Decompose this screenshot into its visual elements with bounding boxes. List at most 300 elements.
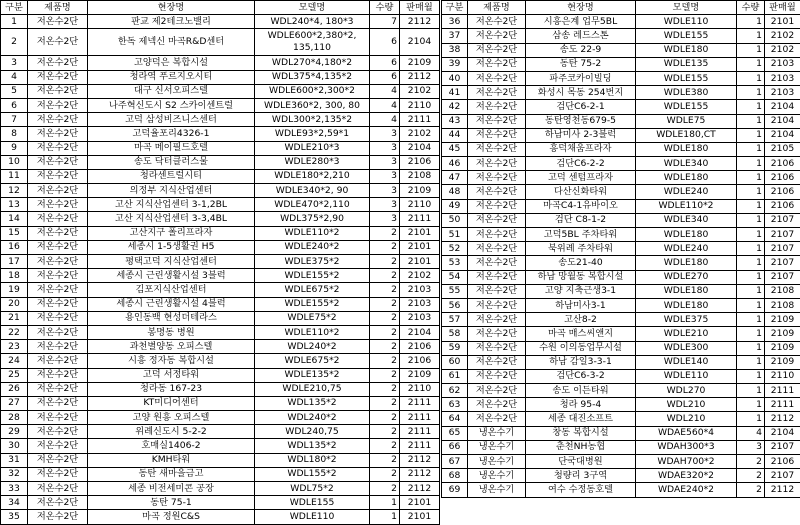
cell-site: 호매실1406-2 [88,439,255,453]
cell-product: 저온수2단 [468,185,526,199]
cell-product: 저온수2단 [28,510,88,524]
cell-month: 2110 [400,198,440,212]
cell-month: 2109 [400,56,440,70]
cell-model: WDLE110*2 [255,226,370,240]
cell-site: 김포지식산업센터 [88,283,255,297]
cell-month: 2107 [765,270,800,284]
cell-site: 다산신화타워 [526,185,636,199]
table-row [1,169,440,183]
cell-qty: 3 [370,141,400,155]
cell-month: 2105 [765,142,800,156]
table-row [442,199,800,213]
cell-product: 저온수2단 [28,439,88,453]
cell-model: WDLE675*2 [255,354,370,368]
table-row [1,467,440,481]
cell-no: 12 [1,184,28,198]
cell-site: KMH타워 [88,453,255,467]
cell-model: WDLE380 [636,86,737,100]
cell-qty: 2 [370,354,400,368]
cell-qty: 1 [737,142,765,156]
cell-product: 저온수2단 [468,128,526,142]
cell-no: 68 [442,469,468,483]
cell-qty: 1 [737,114,765,128]
cell-model: WDLE600*2,300*2 [255,84,370,98]
cell-qty: 1 [737,313,765,327]
cell-no: 7 [1,113,28,127]
cell-model: WDLE240 [636,242,737,256]
cell-product: 냉온수기 [468,426,526,440]
cell-no: 46 [442,157,468,171]
cell-model: WDLE375*2 [255,255,370,269]
cell-qty: 6 [370,56,400,70]
cell-product: 저온수2단 [28,283,88,297]
cell-product: 저온수2단 [28,453,88,467]
cell-model: WDLE180 [636,171,737,185]
cell-no: 21 [1,311,28,325]
cell-product: 냉온수기 [468,440,526,454]
cell-qty: 3 [370,184,400,198]
table-row [1,15,440,29]
cell-product: 저온수2단 [468,298,526,312]
cell-qty: 1 [737,43,765,57]
cell-model: WDLE210*3 [255,141,370,155]
cell-qty: 1 [737,171,765,185]
cell-qty: 3 [370,169,400,183]
cell-month: 2103 [400,283,440,297]
cell-site: 위례신도시 5-2-2 [88,425,255,439]
cell-no: 50 [442,213,468,227]
cell-site: 검단 C8-1-2 [526,213,636,227]
cell-month: 2104 [400,141,440,155]
table-row [442,256,800,270]
cell-month: 2111 [400,425,440,439]
cell-site: 고산8-2 [526,313,636,327]
cell-site: 수원 이의동업무시설 [526,341,636,355]
cell-month: 2103 [765,57,800,71]
cell-site: 세종시 근린생활시설 4블럭 [88,297,255,311]
cell-qty: 2 [370,283,400,297]
cell-month: 2104 [765,114,800,128]
cell-site: 청라역 푸르지오시티 [88,70,255,84]
cell-model: WDLE155*2 [255,297,370,311]
cell-month: 2102 [400,127,440,141]
cell-product: 저온수2단 [468,114,526,128]
table-row [442,57,800,71]
table-row [1,311,440,325]
table-row [442,355,800,369]
cell-no: 4 [1,70,28,84]
cell-qty: 4 [370,113,400,127]
cell-qty: 2 [370,382,400,396]
cell-qty: 2 [737,455,765,469]
cell-month: 2112 [400,15,440,29]
cell-site: 마곡 정원C&S [88,510,255,524]
cell-month: 2109 [765,355,800,369]
cell-site: 송도21-40 [526,256,636,270]
cell-product: 저온수2단 [28,56,88,70]
cell-qty: 1 [737,29,765,43]
table-row [1,354,440,368]
cell-product: 저온수2단 [468,228,526,242]
cell-no: 31 [1,453,28,467]
cell-product: 저온수2단 [28,98,88,112]
header-qty: 수량 [370,1,400,15]
cell-site: 한독 제넥신 마곡R&D센터 [88,29,255,56]
cell-product: 저온수2단 [28,354,88,368]
header-no: 구분 [442,1,468,15]
cell-product: 저온수2단 [28,29,88,56]
cell-month: 2111 [400,396,440,410]
cell-model: WDLE135*2 [255,368,370,382]
cell-site: 고양 지축근생3-1 [526,284,636,298]
cell-model: WDLE155 [636,71,737,85]
cell-qty: 1 [737,384,765,398]
cell-model: WDLE180*2,210 [255,169,370,183]
cell-model: WDL180*2 [255,453,370,467]
cell-model: WDLE75 [636,114,737,128]
cell-model: WDLE180 [636,142,737,156]
cell-product: 저온수2단 [468,171,526,185]
cell-no: 56 [442,298,468,312]
cell-product: 저온수2단 [468,256,526,270]
table-row [1,396,440,410]
cell-model: WDLE360*2, 300, 80 [255,98,370,112]
table-row [442,185,800,199]
cell-product: 저온수2단 [28,155,88,169]
cell-no: 45 [442,142,468,156]
cell-product: 저온수2단 [28,496,88,510]
cell-site: 송도 닥터클러스물 [88,155,255,169]
cell-no: 34 [1,496,28,510]
cell-model: WDL270 [636,384,737,398]
cell-site: 춘천NH농협 [526,440,636,454]
cell-qty: 6 [370,29,400,56]
cell-model: WDLE180 [636,256,737,270]
cell-model: WDLE110*2 [255,325,370,339]
cell-site: 흥덕채움프라자 [526,142,636,156]
cell-model: WDLE135 [636,57,737,71]
cell-model: WDL210 [636,412,737,426]
cell-qty: 1 [737,199,765,213]
cell-qty: 7 [370,15,400,29]
cell-no: 30 [1,439,28,453]
cell-site: 세종시 1-5생활권 H5 [88,240,255,254]
cell-site: 용인동백 현성더테라스 [88,311,255,325]
cell-no: 60 [442,355,468,369]
cell-model: WDAH700*2 [636,455,737,469]
cell-qty: 2 [737,469,765,483]
cell-month: 2111 [400,411,440,425]
cell-site: 고산 지식산업센터 3-1,2BL [88,198,255,212]
cell-product: 저온수2단 [468,327,526,341]
header-no: 구분 [1,1,28,15]
cell-month: 2110 [765,369,800,383]
cell-month: 2106 [765,171,800,185]
cell-model: WDLE180,CT [636,128,737,142]
cell-site: 하남미사 2-3블럭 [526,128,636,142]
cell-site: 대구 신서오피스텔 [88,84,255,98]
cell-product: 저온수2단 [28,297,88,311]
cell-month: 2103 [765,71,800,85]
cell-qty: 1 [370,510,400,524]
header-product: 제품명 [28,1,88,15]
table-row [1,510,440,524]
cell-site: 동탄영천동679-5 [526,114,636,128]
cell-qty: 1 [370,496,400,510]
table-row [442,341,800,355]
cell-qty: 2 [370,439,400,453]
header-month: 판매월 [765,1,800,15]
cell-product: 저온수2단 [28,467,88,481]
cell-model: WDLE340*2, 90 [255,184,370,198]
cell-product: 저온수2단 [28,127,88,141]
cell-site: 북위례 주차타워 [526,242,636,256]
cell-no: 47 [442,171,468,185]
cell-month: 2102 [765,43,800,57]
cell-qty: 2 [370,482,400,496]
cell-no: 40 [442,71,468,85]
cell-model: WDLE93*2,59*1 [255,127,370,141]
cell-site: 청량리 3구역 [526,469,636,483]
header-site: 현장명 [88,1,255,15]
table-row [1,255,440,269]
cell-model: WDL240,75 [255,425,370,439]
cell-product: 저온수2단 [28,482,88,496]
cell-product: 저온수2단 [468,313,526,327]
cell-no: 44 [442,128,468,142]
table-row [1,184,440,198]
cell-product: 저온수2단 [28,411,88,425]
cell-qty: 2 [370,396,400,410]
cell-month: 2112 [400,70,440,84]
cell-qty: 1 [737,355,765,369]
cell-no: 55 [442,284,468,298]
cell-product: 저온수2단 [28,269,88,283]
cell-product: 저온수2단 [468,242,526,256]
cell-qty: 1 [737,270,765,284]
cell-product: 저온수2단 [28,184,88,198]
cell-month: 2101 [400,510,440,524]
cell-model: WDL300*2,135*2 [255,113,370,127]
table-row [442,469,800,483]
cell-qty: 1 [737,157,765,171]
cell-qty: 1 [737,228,765,242]
cell-month: 2102 [400,269,440,283]
cell-month: 2111 [400,212,440,226]
cell-qty: 2 [370,425,400,439]
cell-product: 저온수2단 [468,284,526,298]
cell-month: 2102 [400,84,440,98]
cell-qty: 2 [370,269,400,283]
cell-model: WDLE210 [636,327,737,341]
table-row [442,71,800,85]
cell-site: KT미디어센터 [88,396,255,410]
cell-qty: 1 [737,15,765,29]
cell-model: WDLE110 [636,15,737,29]
table-row [442,313,800,327]
table-row [442,298,800,312]
cell-model: WDLE340 [636,157,737,171]
cell-product: 저온수2단 [468,384,526,398]
cell-model: WDL210 [636,398,737,412]
cell-product: 저온수2단 [468,43,526,57]
cell-month: 2107 [765,242,800,256]
table-row [442,114,800,128]
cell-model: WDLE675*2 [255,283,370,297]
cell-month: 2102 [765,29,800,43]
cell-product: 저온수2단 [28,396,88,410]
cell-month: 2106 [765,199,800,213]
cell-model: WDLE180 [636,298,737,312]
cell-month: 2106 [400,354,440,368]
cell-no: 14 [1,212,28,226]
table-row [1,482,440,496]
cell-site: 화성시 목동 254번지 [526,86,636,100]
cell-month: 2112 [765,483,800,497]
table-row [442,284,800,298]
cell-no: 24 [1,354,28,368]
cell-product: 저온수2단 [468,142,526,156]
cell-model: WDLE75*2 [255,311,370,325]
cell-qty: 2 [370,297,400,311]
header-model: 모델명 [636,1,737,15]
cell-site: 고덕율포리4326-1 [88,127,255,141]
cell-site: 청라 95-4 [526,398,636,412]
cell-month: 2104 [400,29,440,56]
cell-qty: 2 [370,311,400,325]
table-row [442,43,800,57]
cell-no: 66 [442,440,468,454]
cell-site: 동탄 75-1 [88,496,255,510]
cell-model: WDLE240*2 [255,240,370,254]
table-row [1,155,440,169]
cell-no: 42 [442,100,468,114]
cell-month: 2107 [765,440,800,454]
cell-model: WDLE270 [636,270,737,284]
table-row [442,369,800,383]
cell-month: 2101 [400,496,440,510]
cell-site: 삼송 레드스톤 [526,29,636,43]
cell-no: 58 [442,327,468,341]
cell-model: WDL375*4,135*2 [255,70,370,84]
cell-site: 고양 원흥 오피스텔 [88,411,255,425]
table-row [442,412,800,426]
cell-model: WDL375*2,90 [255,212,370,226]
table-row [442,100,800,114]
cell-product: 저온수2단 [468,341,526,355]
table-row [442,15,800,29]
cell-no: 43 [442,114,468,128]
cell-qty: 4 [370,98,400,112]
cell-month: 2111 [765,384,800,398]
cell-model: WDL135*2 [255,439,370,453]
cell-qty: 1 [737,327,765,341]
cell-no: 3 [1,56,28,70]
cell-no: 19 [1,283,28,297]
cell-model: WDLE140 [636,355,737,369]
header-product: 제품명 [468,1,526,15]
cell-qty: 2 [370,411,400,425]
cell-no: 65 [442,426,468,440]
cell-qty: 1 [737,398,765,412]
cell-product: 저온수2단 [28,425,88,439]
cell-qty: 1 [737,256,765,270]
cell-month: 2101 [765,15,800,29]
cell-qty: 1 [737,242,765,256]
table-row [1,70,440,84]
cell-no: 32 [1,467,28,481]
cell-site: 청라동 167-23 [88,382,255,396]
cell-site: 시흥은계 업무5BL [526,15,636,29]
cell-qty: 3 [370,212,400,226]
cell-model: WDLE340 [636,213,737,227]
table-row [442,157,800,171]
cell-month: 2101 [400,255,440,269]
cell-month: 2104 [400,325,440,339]
cell-product: 저온수2단 [28,113,88,127]
cell-model: WDLE155 [636,29,737,43]
cell-qty: 1 [737,57,765,71]
cell-qty: 4 [370,84,400,98]
cell-month: 2108 [400,169,440,183]
cell-product: 냉온수기 [468,455,526,469]
cell-site: 송도 22-9 [526,43,636,57]
table-row [1,496,440,510]
cell-no: 26 [1,382,28,396]
right-table-body [442,15,800,497]
cell-product: 저온수2단 [28,169,88,183]
cell-model: WDLE110*2 [636,199,737,213]
cell-month: 2106 [765,455,800,469]
cell-qty: 2 [370,325,400,339]
table-row [1,127,440,141]
table-row [442,398,800,412]
cell-qty: 3 [370,127,400,141]
cell-model: WDLE180 [636,43,737,57]
cell-model: WDL240*2 [255,340,370,354]
cell-qty: 2 [370,453,400,467]
table-row [1,340,440,354]
cell-qty: 1 [737,298,765,312]
cell-no: 25 [1,368,28,382]
cell-month: 2103 [400,311,440,325]
cell-month: 2110 [400,98,440,112]
table-row [442,455,800,469]
cell-month: 2101 [400,240,440,254]
cell-site: 단국대병원 [526,455,636,469]
cell-model: WDLE180 [636,228,737,242]
left-table-body [1,15,440,524]
cell-qty: 1 [737,213,765,227]
cell-model: WDLE240 [636,185,737,199]
cell-site: 세종 비전세미콘 공장 [88,482,255,496]
table-row [1,325,440,339]
table-row [442,483,800,497]
cell-no: 49 [442,199,468,213]
table-row [1,269,440,283]
cell-no: 28 [1,411,28,425]
cell-month: 2106 [765,157,800,171]
cell-product: 냉온수기 [468,483,526,497]
cell-no: 36 [442,15,468,29]
table-row [442,384,800,398]
cell-product: 저온수2단 [28,311,88,325]
table-row [442,171,800,185]
cell-no: 15 [1,226,28,240]
table-row [1,283,440,297]
table-row [442,29,800,43]
cell-site: 고산 지식산업센터 3-3,4BL [88,212,255,226]
